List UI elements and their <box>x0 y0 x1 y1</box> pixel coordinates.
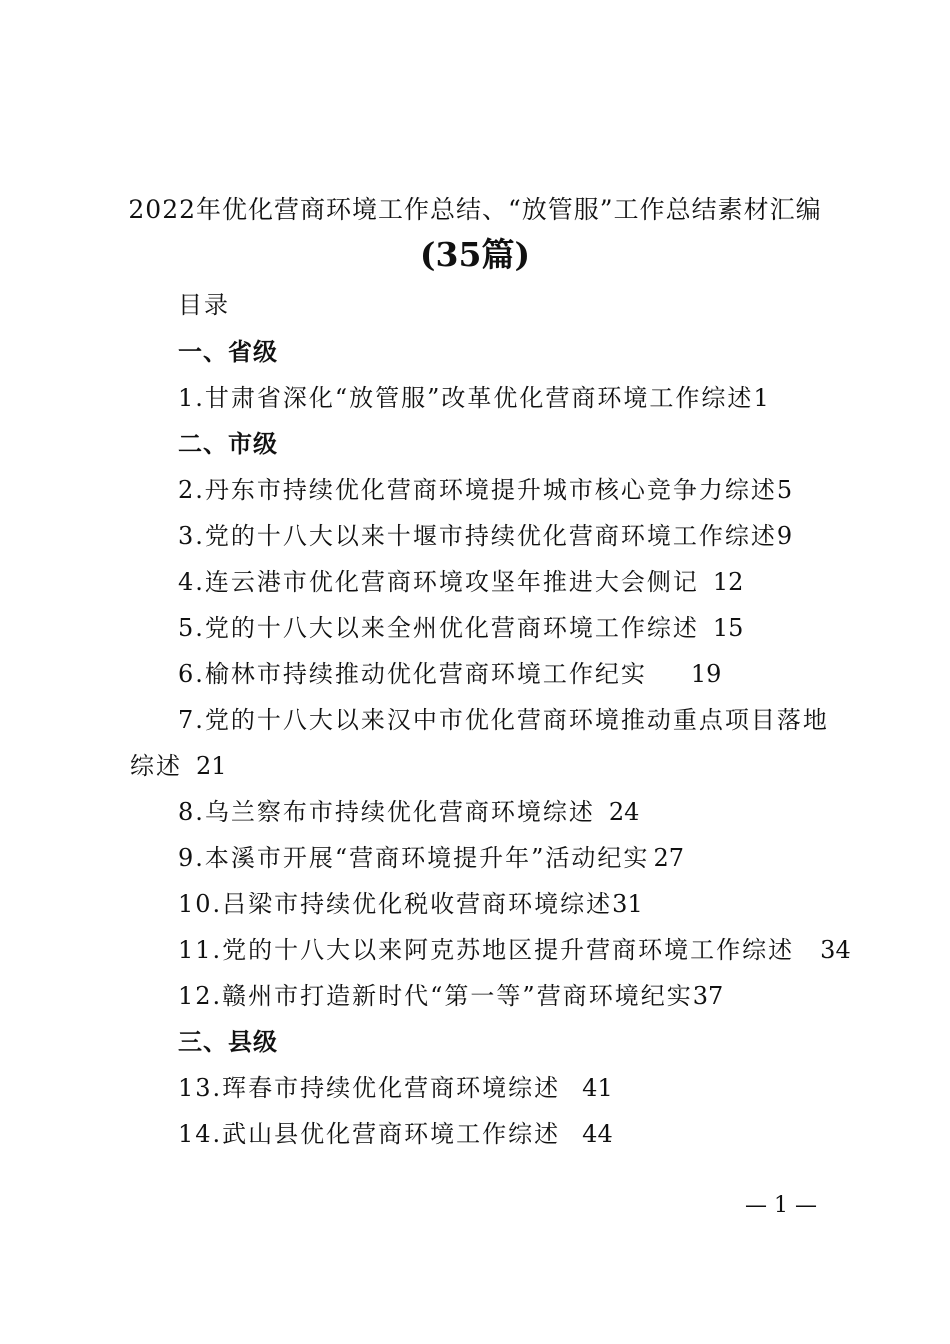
toc-entry-page: 12 <box>712 568 744 596</box>
toc-entry-text: 3.党的十八大以来十堰市持续优化营商环境工作综述 <box>178 522 777 550</box>
toc-entry[interactable] <box>178 792 639 827</box>
document-title: 2022年优化营商环境工作总结、“放管服”工作总结素材汇编 <box>128 195 822 224</box>
toc-entry[interactable] <box>178 838 684 873</box>
toc-entry-page: 24 <box>608 798 640 826</box>
toc-entry-text: 6.榆林市持续推动优化营商环境工作纪实 <box>178 660 647 688</box>
toc-entry-text: 1.甘肃省深化“放管服”改革优化营商环境工作综述 <box>178 384 754 412</box>
toc-entry[interactable] <box>178 516 792 551</box>
section-heading-county: 三、县级 <box>178 1028 278 1056</box>
toc-entry-text: 9.本溪市开展“营商环境提升年”活动纪实 <box>178 844 650 872</box>
toc-entry[interactable] <box>178 884 643 919</box>
toc-entry-text-cont: 综述 <box>130 752 182 780</box>
section-heading-province: 一、省级 <box>178 338 278 366</box>
toc-entry-page: 19 <box>690 660 722 688</box>
toc-entry-text: 13.珲春市持续优化营商环境综述 <box>178 1074 561 1102</box>
toc-entry-page: 5 <box>776 476 793 504</box>
toc-entry[interactable] <box>178 378 769 413</box>
section-heading-city: 二、市级 <box>178 430 278 458</box>
toc-entry-page: 31 <box>612 890 643 918</box>
toc-entry-page: 1 <box>753 384 769 412</box>
toc-entry-text: 10.吕梁市持续优化税收营商环境综述 <box>178 890 613 918</box>
toc-entry-text: 8.乌兰察布市持续优化营商环境综述 <box>178 798 595 826</box>
toc-entry-page: 9 <box>776 522 793 550</box>
toc-entry[interactable] <box>178 654 721 689</box>
toc-entry[interactable] <box>178 976 723 1011</box>
toc-entry-page: 21 <box>196 752 227 780</box>
toc-entry[interactable] <box>178 608 743 643</box>
toc-entry[interactable] <box>178 700 829 735</box>
toc-entry-text: 7.党的十八大以来汉中市优化营商环境推动重点项目落地 <box>178 706 829 734</box>
toc-entry-text: 14.武山县优化营商环境工作综述 <box>178 1120 561 1148</box>
toc-entry-text: 12.赣州市打造新时代“第一等”营商环境纪实 <box>178 982 693 1010</box>
toc-entry-page: 41 <box>582 1074 613 1102</box>
toc-entry[interactable] <box>178 930 851 965</box>
toc-entry-text: 4.连云港市优化营商环境攻坚年推进大会侧记 <box>178 568 699 596</box>
toc-entry-page: 44 <box>582 1120 613 1148</box>
toc-entry-continuation[interactable] <box>130 746 227 781</box>
toc-entry[interactable] <box>178 562 743 597</box>
toc-entry-page: 34 <box>820 936 851 964</box>
toc-entry-text: 5.党的十八大以来全州优化营商环境工作综述 <box>178 614 699 642</box>
toc-entry[interactable] <box>178 470 792 505</box>
toc-entry-text: 2.丹东市持续优化营商环境提升城市核心竞争力综述 <box>178 476 777 504</box>
page-number: — 1 — <box>745 1193 817 1218</box>
toc-entry-page: 37 <box>692 982 724 1010</box>
toc-entry-text: 11.党的十八大以来阿克苏地区提升营商环境工作综述 <box>178 936 795 964</box>
toc-entry[interactable] <box>178 1068 613 1103</box>
toc-entry-page: 15 <box>712 614 744 642</box>
toc-entry[interactable] <box>178 1114 613 1149</box>
toc-label: 目录 <box>178 291 230 319</box>
toc-entry-page: 27 <box>653 844 684 872</box>
document-title-count: (35篇) <box>419 235 531 274</box>
